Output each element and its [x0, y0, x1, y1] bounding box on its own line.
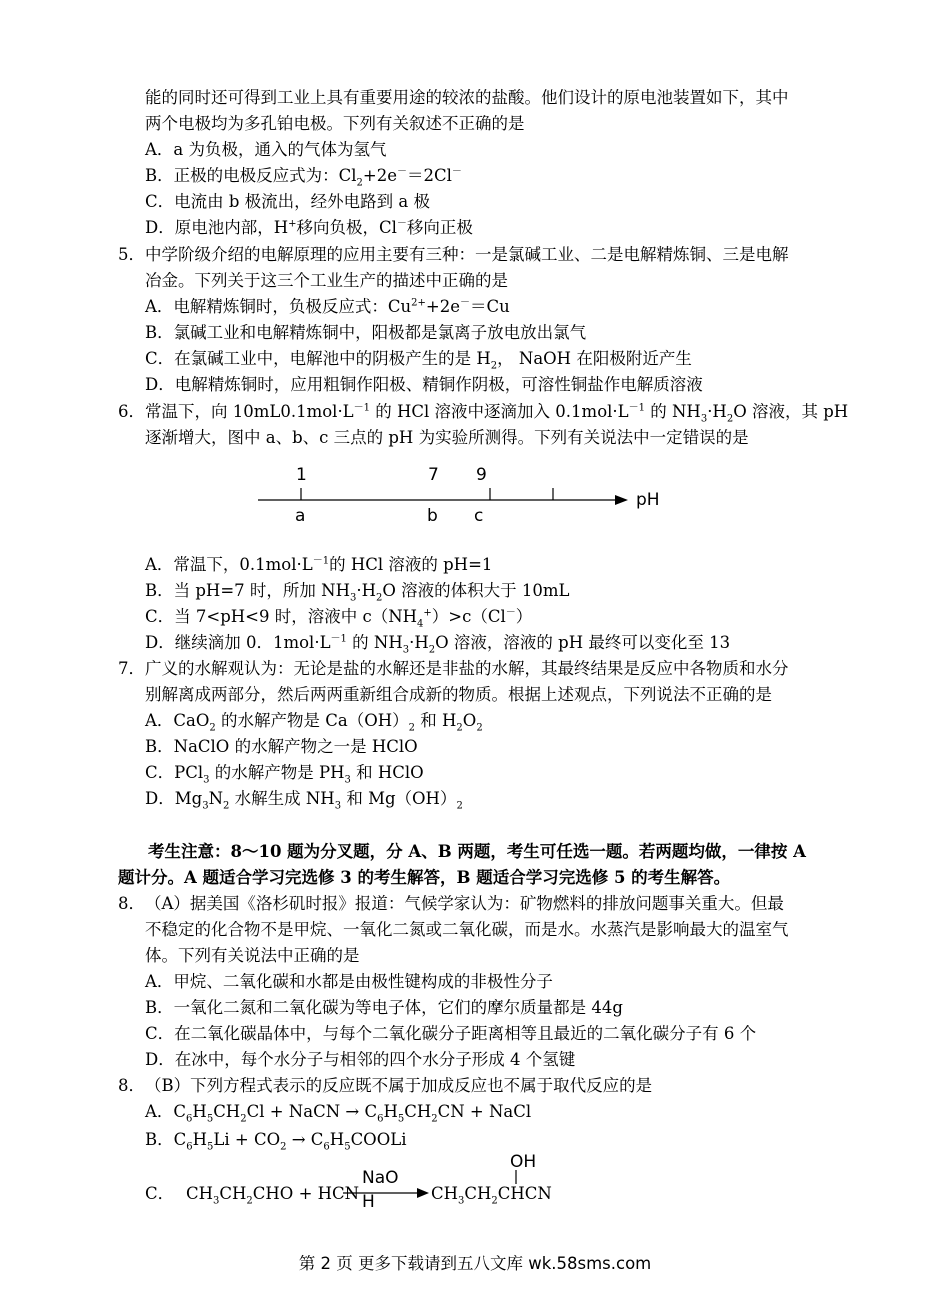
q8b-condition-top: NaO — [362, 1168, 399, 1188]
q5-option-c: C．在氯碱工业中，电解池中的阴极产生的是 $H_2$， NaOH 在阳极附近产生 — [145, 349, 692, 372]
ph-axis-arrow — [615, 495, 628, 505]
q6-text-line1: 常温下，向 $10mL0.1mol\cdot L^{-1}$ 的 HCl 溶液中逐滴加入 $0.1mol\cdot L^{-1}$ 的 $NH_3\cdot H_2O$ 溶液，其 pH — [145, 402, 849, 425]
ph-axis-diagram — [0, 456, 950, 536]
reaction-arrow — [343, 1187, 433, 1199]
q4-option-c: C．电流由 b 极流出，经外电路到 a 极 — [145, 192, 431, 211]
q8a-number: 8． — [118, 894, 145, 913]
q5-option-b: B．氯碱工业和电解精炼铜中，阳极都是氯离子放电放出氯气 — [145, 323, 587, 342]
q7-text-line1: 广义的水解观认为：无论是盐的水解还是非盐的水解，其最终结果是反应中各物质和水分 — [145, 659, 789, 678]
q4-text-line2: 两个电极均为多孔铂电极。下列有关叙述不正确的是 — [145, 114, 525, 133]
tick-label-7: 7 — [428, 465, 439, 485]
q8b-option-c-label: C． — [145, 1184, 175, 1203]
q8a-text-line1: （A）据美国《洛杉矶时报》报道：气候学家认为：矿物燃料的排放问题事关重大。但最 — [145, 894, 784, 913]
q6-option-b: B．当 pH=7 时，所加 $NH_3\cdot H_2O$ 溶液的体积大于 10mL — [145, 581, 570, 604]
q6-text-line2: 逐渐增大，图中 a、b、c 三点的 pH 为实验所测得。下列有关说法中一定错误的是 — [145, 428, 749, 447]
point-label-c: c — [474, 506, 484, 526]
q6-option-d: D．继续滴加 0．$1mol\cdot L^{-1}$ 的 $NH_3\cdot H_2O$ 溶液，溶液的 pH 最终可以变化至 13 — [145, 633, 731, 656]
q8b-option-a: A．$C_6H_5CH_2Cl$ + NaCN → $C_6H_5CH_2CN$ + NaCl — [145, 1102, 532, 1125]
q4-option-d: D．原电池内部，H+移向负极，Cl－移向正极 — [145, 218, 473, 237]
hydroxyl-bond-line — [513, 1170, 519, 1184]
q4-text-line1: 能的同时还可得到工业上具有重要用途的较浓的盐酸。他们设计的原电池装置如下，其中 — [145, 88, 789, 107]
q6-number: 6． — [118, 402, 145, 421]
q8a-option-a: A．甲烷、二氧化碳和水都是由极性键构成的非极性分子 — [145, 972, 553, 991]
q8a-option-d: D．在冰中，每个水分子与相邻的四个水分子形成 4 个氢键 — [145, 1050, 576, 1069]
q5-text-line1: 中学阶级介绍的电解原理的应用主要有三种：一是氯碱工业、二是电解精炼铜、三是电解 — [145, 245, 789, 264]
q7-option-b: B．NaClO 的水解产物之一是 HClO — [145, 737, 418, 756]
tick-label-1: 1 — [296, 465, 307, 485]
q8b-text-line1: （B）下列方程式表示的反应既不属于加成反应也不属于取代反应的是 — [145, 1076, 653, 1095]
q8b-condition-bottom: H — [362, 1192, 375, 1212]
q4-option-a: A．a 为负极，通入的气体为氢气 — [145, 140, 387, 159]
notice-line1: 考生注意：8～10 题为分叉题，分 A、B 两题，考生可任选一题。若两题均做，一律按 A — [148, 842, 806, 861]
q4-option-b: B．正极的电极反应式为：$Cl_2+2e^-=2Cl^-$ — [145, 166, 462, 189]
q6-option-a: A．常温下，$0.1mol\cdot L^{-1}$的 HCl 溶液的 pH=1 — [145, 555, 493, 574]
q7-option-a: A．CaO$_2$ 的水解产物是 $Ca(OH)_2$ 和 $H_2O_2$ — [145, 711, 483, 734]
q8b-option-c-product: $CH_3CH_2CHCN$ — [431, 1184, 552, 1207]
notice-line2: 题计分。A 题适合学习完选修 3 的考生解答，B 题适合学习完选修 5 的考生解答。 — [118, 868, 731, 887]
q5-number: 5． — [118, 245, 145, 264]
q7-option-d: D．$Mg_3N_2$ 水解生成 $NH_3$ 和 $Mg(OH)_2$ — [145, 789, 463, 812]
q8a-option-b: B．一氧化二氮和二氧化碳为等电子体，它们的摩尔质量都是 44g — [145, 998, 623, 1017]
q8a-option-c: C．在二氧化碳晶体中，与每个二氧化碳分子距离相等且最近的二氧化碳分子有 6 个 — [145, 1024, 757, 1043]
q8b-number: 8． — [118, 1076, 145, 1095]
q8a-text-line2: 不稳定的化合物不是甲烷、一氧化二氮或二氧化碳，而是水。水蒸汽是影响最大的温室气 — [145, 920, 789, 939]
tick-label-9: 9 — [476, 465, 487, 485]
ph-axis-label: pH — [636, 490, 660, 510]
page-footer: 第 2 页 更多下载请到五八文库 wk.58sms.com — [298, 1254, 652, 1273]
q8b-option-b: B．$C_6H_5Li + CO_2$ → $C_6H_5COOLi$ — [145, 1130, 407, 1153]
q5-option-d: D．电解精炼铜时，应用粗铜作阳极、精铜作阴极，可溶性铜盐作电解质溶液 — [145, 375, 703, 394]
q8a-text-line3: 体。下列有关说法中正确的是 — [145, 946, 360, 965]
q6-option-c: C．当 7<pH<9 时，溶液中 $c(NH_4^+)>c(Cl^-)$ — [145, 607, 533, 630]
q8b-option-c-reactants: $CH_3CH_2CHO$ + HCN — [186, 1184, 360, 1207]
hydroxyl-group-label: OH — [510, 1152, 537, 1172]
q7-text-line2: 别解离成两部分，然后两两重新组合成新的物质。根据上述观点，下列说法不正确的是 — [145, 685, 772, 704]
point-label-a: a — [295, 506, 306, 526]
q7-option-c: C．PCl$_3$ 的水解产物是 $PH_3$ 和 HClO — [145, 763, 424, 786]
q5-option-a: A．电解精炼铜时，负极反应式：$Cu^{2+}+2e^-=Cu$ — [145, 297, 510, 316]
point-label-b: b — [427, 506, 438, 526]
q5-text-line2: 冶金。下列关于这三个工业生产的描述中正确的是 — [145, 271, 508, 290]
q7-number: 7． — [118, 659, 145, 678]
